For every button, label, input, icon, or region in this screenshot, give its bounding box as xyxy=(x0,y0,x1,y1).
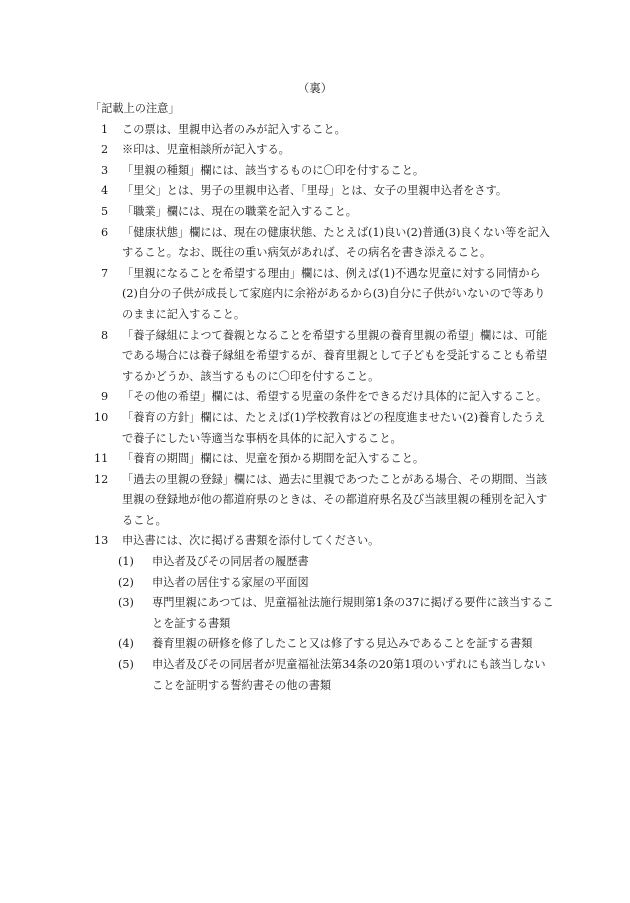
note-number: 11 xyxy=(94,452,109,466)
note-text: 「里父」とは、男子の里親申込者、「里母」とは、女子の里親申込者をさす。 xyxy=(122,184,508,198)
note-number: 3 xyxy=(101,163,109,177)
attachment-list xyxy=(94,552,554,696)
note-text: 申込書には、次に掲げる書類を添付してください。 xyxy=(122,534,380,548)
note-text: 「その他の希望」欄には、希望する児童の条件をできるだけ具体的に記入すること。 xyxy=(122,390,548,404)
attachment-number: (4) xyxy=(118,637,134,651)
note-number: 2 xyxy=(101,143,109,157)
attachment-text: 養育里親の研修を修了したこと又は修了する見込みであることを証する書類 xyxy=(152,637,533,651)
note-item xyxy=(94,120,554,141)
note-item xyxy=(94,223,554,264)
note-number: 5 xyxy=(101,204,109,218)
attachment-number: (2) xyxy=(118,575,134,589)
note-item xyxy=(94,408,554,449)
page-title: （裏） xyxy=(297,81,333,95)
attachment-item xyxy=(118,552,554,573)
note-text: 「職業」欄には、現在の職業を記入すること。 xyxy=(122,204,357,218)
note-item xyxy=(94,531,554,552)
note-item xyxy=(94,161,554,182)
note-item xyxy=(94,387,554,408)
note-number: 7 xyxy=(101,266,109,280)
note-text: 「里親の種類」欄には、該当するものに〇印を付すること。 xyxy=(122,163,425,177)
attachment-item xyxy=(118,655,554,696)
note-number: 4 xyxy=(101,184,109,198)
note-text: 「健康状態」欄には、現在の健康状態、たとえば(1)良い(2)普通(3)良くない等を記入すること。なお、既往の重い病気があれば、その病名を書き添えること。 xyxy=(122,225,550,260)
note-item xyxy=(94,470,554,532)
note-text: 「過去の里親の登録」欄には、過去に里親であつたことがある場合、その期間、当該里親の登録地が他の都道府県のときは、その都道府県名及び当該里親の種別を記入すること。 xyxy=(122,472,548,527)
attachment-number: (3) xyxy=(118,596,134,610)
attachment-text: 申込者の居住する家屋の平面図 xyxy=(152,575,309,589)
note-text: 「養子縁組によつて養親となることを希望する里親の養育里親の希望」欄には、可能である場合には養子縁組を希望するが、養育里親として子どもを受託することも希望するかどうか、該当するものに〇印を付すること。 xyxy=(122,328,548,383)
note-number: 6 xyxy=(101,225,109,239)
attachment-number: (1) xyxy=(118,555,134,569)
notes-list xyxy=(94,120,554,552)
note-item xyxy=(94,140,554,161)
note-number: 12 xyxy=(94,472,109,486)
attachment-item xyxy=(118,634,554,655)
note-text: 「養育の期間」欄には、児童を預かる期間を記入すること。 xyxy=(122,452,425,466)
note-number: 9 xyxy=(101,390,109,404)
note-text: 「里親になることを希望する理由」欄には、例えば(1)不遇な児童に対する同情から(2)自分の子供が成長して家庭内に余裕があるから(3)自分に子供がいないので等ありのままに記入すること。 xyxy=(122,266,546,321)
attachment-number: (5) xyxy=(118,658,134,672)
note-number: 8 xyxy=(101,328,109,342)
note-number: 10 xyxy=(94,410,109,424)
note-item xyxy=(94,202,554,223)
note-text: 「養育の方針」欄には、たとえば(1)学校教育はどの程度進ませたい(2)養育したうえで養子にしたい等適当な事柄を具体的に記入すること。 xyxy=(122,410,546,445)
notes-content xyxy=(90,99,554,696)
note-text: この票は、里親申込者のみが記入すること。 xyxy=(122,122,346,136)
attachment-text: 専門里親にあつては、児童福祉法施行規則第1条の37に掲げる要件に該当することを証する書類 xyxy=(152,596,554,630)
note-number: 13 xyxy=(94,534,109,548)
attachment-text: 申込者及びその同居者が児童福祉法第34条の20第1項のいずれにも該当しないことを証明する誓約書その他の書類 xyxy=(152,658,546,692)
note-item xyxy=(94,181,554,202)
attachment-text: 申込者及びその同居者の履歴書 xyxy=(152,555,309,569)
attachment-item xyxy=(118,593,554,634)
attachment-item xyxy=(118,573,554,594)
note-item xyxy=(94,264,554,326)
note-text: ※印は、児童相談所が記入する。 xyxy=(122,143,290,157)
note-item xyxy=(94,449,554,470)
note-item xyxy=(94,326,554,388)
note-number: 1 xyxy=(101,122,109,136)
section-heading: 「記載上の注意」 xyxy=(90,102,180,115)
